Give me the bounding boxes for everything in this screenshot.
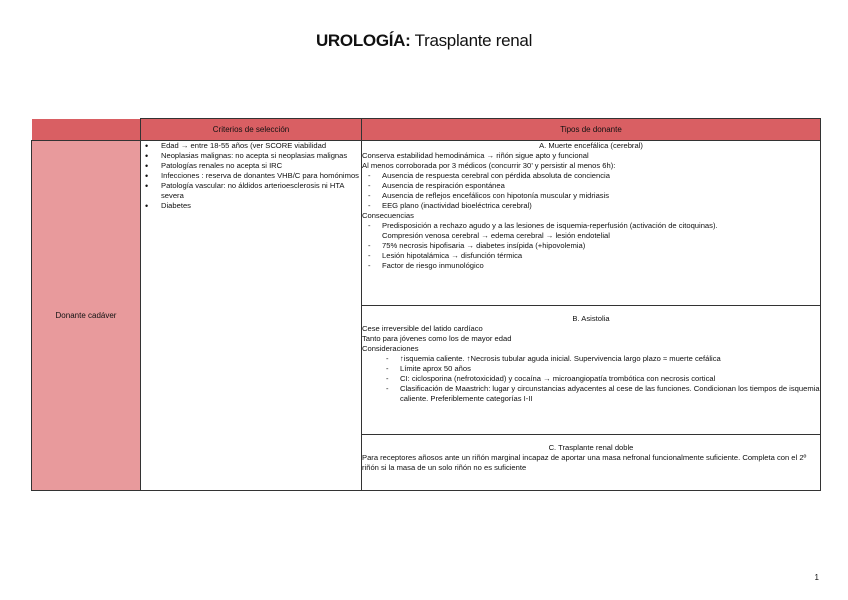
criteria-item: • Diabetes xyxy=(141,201,361,211)
list-item: - 75% necrosis hipofisaria → diabetes insípida (+hipovolemia) xyxy=(362,241,820,251)
criteria-item: • Infecciones : reserva de donantes VHB/C para homónimos xyxy=(141,171,361,181)
donor-table xyxy=(31,118,821,491)
section-c-text: Para receptores añosos ante un riñón marginal incapaz de aportar una masa nefronal funcionalmente suficiente. Completa con el 2º riñón si la masa de un solo riñón no es suficiente xyxy=(362,453,807,472)
title-bold: UROLOGÍA: xyxy=(315,31,411,50)
row-a xyxy=(32,141,821,306)
section-c-cell xyxy=(362,435,821,491)
page-title xyxy=(0,31,848,51)
section-a-line2: Al menos corroborada por 3 médicos (concurrir 30’ y persistir al menos 6h): xyxy=(362,161,616,170)
list-item-text: Predisposición a rechazo agudo y a las lesiones de isquemia-reperfusión (activación de citoquinas). xyxy=(382,221,718,230)
section-a-title: A. Muerte encefálica (cerebral) xyxy=(539,141,643,150)
section-c-title: C. Trasplante renal doble xyxy=(548,443,634,452)
list-item: - Ausencia de respiración espontánea xyxy=(362,181,820,191)
criteria-cell xyxy=(141,141,362,491)
criteria-item: • Patologías renales no acepta si IRC xyxy=(141,161,361,171)
section-b-line3: Consideraciones xyxy=(362,344,419,353)
criteria-item: • Patología vascular: no áldidos arterioesclerosis ni HTA severa xyxy=(141,181,361,201)
list-item: - CI: ciclosporina (nefrotoxicidad) y cocaína → microangiopatía trombótica con necrosis cortical xyxy=(362,374,820,384)
criteria-item: • Edad → entre 18-55 años (ver SCORE viabilidad xyxy=(141,141,361,151)
section-b-line1: Cese irreversible del latido cardíaco xyxy=(362,324,483,333)
header-row xyxy=(32,119,821,141)
list-item: - Lesión hipotalámica → disfunción térmica xyxy=(362,251,820,261)
section-a-list1 xyxy=(362,171,820,211)
section-a-cell xyxy=(362,141,821,306)
list-item: - Ausencia de respuesta cerebral con pérdida absoluta de conciencia xyxy=(362,171,820,181)
section-b-line2: Tanto para jóvenes como los de mayor edad xyxy=(362,334,512,343)
section-b-list xyxy=(362,354,820,404)
title-rest: Trasplante renal xyxy=(410,31,533,50)
header-types: Tipos de donante xyxy=(362,119,821,141)
list-item: - Límite aprox 50 años xyxy=(362,364,820,374)
section-a-line1: Conserva estabilidad hemodinámica → riñón sigue apto y funcional xyxy=(362,151,589,160)
list-item: - Clasificación de Maastrich: lugar y circunstancias adyacentes al cese de las funciones. Condicionan los tiempos de isquemia caliente. Preferiblemente categorías I-II xyxy=(362,384,820,404)
list-subline: Compresión venosa cerebral → edema cerebral → lesión endotelial xyxy=(382,231,610,240)
section-b-cell xyxy=(362,306,821,435)
list-item xyxy=(362,221,820,241)
list-item: - Ausencia de reflejos encefálicos con hipotonía muscular y midriasis xyxy=(362,191,820,201)
header-blank xyxy=(32,119,141,141)
section-a-list2 xyxy=(362,221,820,271)
criteria-item: • Neoplasias malignas: no acepta si neoplasias malignas xyxy=(141,151,361,161)
list-item: - ↑isquemia caliente. ↑Necrosis tubular aguda inicial. Supervivencia largo plazo ≈ muerte cefálica xyxy=(362,354,820,364)
header-criteria: Criterios de selección xyxy=(141,119,362,141)
list-item: - Factor de riesgo inmunológico xyxy=(362,261,820,271)
section-a-conseq: Consecuencias xyxy=(362,211,414,220)
section-b-title: B. Asistolia xyxy=(572,314,610,323)
page-number: 1 xyxy=(814,573,819,582)
list-item: - EEG plano (inactividad bioeléctrica cerebral) xyxy=(362,201,820,211)
criteria-list xyxy=(141,141,361,211)
row-label: Donante cadáver xyxy=(32,141,141,491)
